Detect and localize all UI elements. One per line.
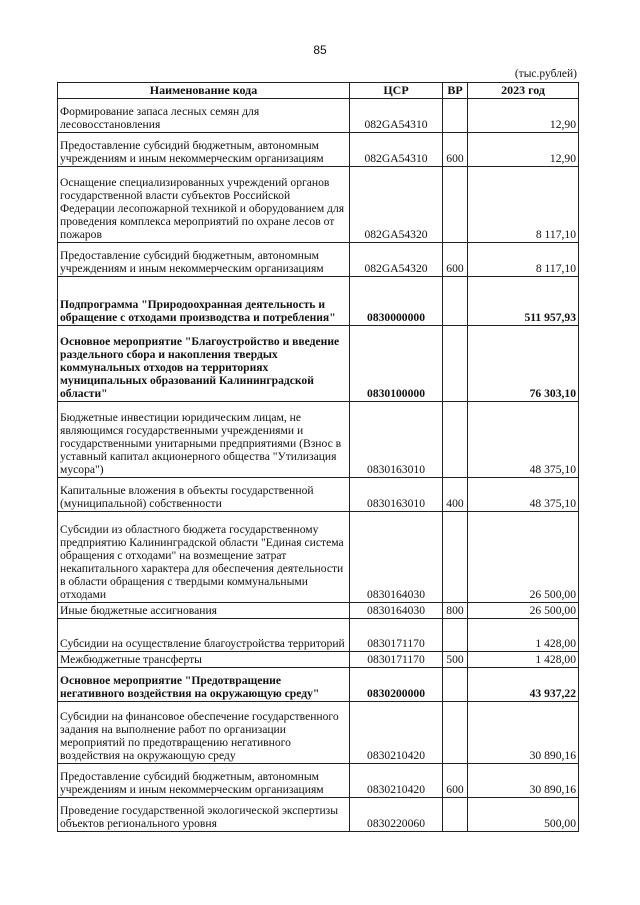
row-vr bbox=[443, 668, 468, 702]
row-csr: 0830200000 bbox=[350, 668, 443, 702]
row-csr: 0830210420 bbox=[350, 702, 443, 764]
row-name: Иные бюджетные ассигнования bbox=[58, 603, 350, 619]
row-csr: 082GA54310 bbox=[350, 99, 443, 133]
row-vr: 800 bbox=[443, 603, 468, 619]
row-vr: 600 bbox=[443, 133, 468, 167]
row-amount: 1 428,00 bbox=[468, 619, 579, 652]
row-vr bbox=[443, 512, 468, 603]
row-amount: 30 890,16 bbox=[468, 702, 579, 764]
table-row bbox=[58, 277, 579, 326]
row-amount: 48 375,10 bbox=[468, 478, 579, 512]
row-name: Предоставление субсидий бюджетным, автономным учреждениям и иным некоммерческим организациям bbox=[58, 133, 350, 167]
row-vr bbox=[443, 619, 468, 652]
row-name: Капитальные вложения в объекты государственной (муниципальной) собственности bbox=[58, 478, 350, 512]
row-name: Оснащение специализированных учреждений органов государственной власти субъектов Российской Федерации лесопожарной техникой и оборудованием для проведения комплекса мероприятий по охране лесов от пожаров bbox=[58, 167, 350, 243]
row-vr bbox=[443, 99, 468, 133]
row-name: Формирование запаса лесных семян для лесовосстановления bbox=[58, 99, 350, 133]
row-name: Субсидии на финансовое обеспечение государственного задания на выполнение работ по организации мероприятий по предотвращению негативного воздействия на окружающую среду bbox=[58, 702, 350, 764]
table-header-row bbox=[58, 83, 579, 99]
row-name: Межбюджетные трансферты bbox=[58, 652, 350, 668]
table-row bbox=[58, 167, 579, 243]
row-csr: 0830163010 bbox=[350, 478, 443, 512]
row-vr: 500 bbox=[443, 652, 468, 668]
row-csr: 0830220060 bbox=[350, 798, 443, 832]
row-amount: 12,90 bbox=[468, 99, 579, 133]
row-name: Предоставление субсидий бюджетным, автономным учреждениям и иным некоммерческим организациям bbox=[58, 243, 350, 277]
row-name: Бюджетные инвестиции юридическим лицам, не являющимся государственными учреждениями и государственными унитарными предприятиями (Взнос в уставный капитал акционерного общества "Утилизация мусора") bbox=[58, 402, 350, 478]
row-name: Субсидии из областного бюджета государственному предприятию Калининградской области "Единая система обращения с отходами" на возмещение затрат некапитального характера для обеспечения деятельности в области обращения с твердыми коммунальными отходами bbox=[58, 512, 350, 603]
header-vr: ВР bbox=[443, 83, 468, 99]
row-amount: 12,90 bbox=[468, 133, 579, 167]
table-row bbox=[58, 798, 579, 832]
row-csr: 0830164030 bbox=[350, 603, 443, 619]
row-amount: 43 937,22 bbox=[468, 668, 579, 702]
row-csr: 0830210420 bbox=[350, 764, 443, 798]
row-csr: 0830163010 bbox=[350, 402, 443, 478]
row-amount: 8 117,10 bbox=[468, 243, 579, 277]
units-label: (тыс.рублей) bbox=[514, 68, 577, 80]
row-vr bbox=[443, 402, 468, 478]
row-csr: 0830164030 bbox=[350, 512, 443, 603]
row-amount: 1 428,00 bbox=[468, 652, 579, 668]
table-row bbox=[58, 478, 579, 512]
row-csr: 082GA54320 bbox=[350, 243, 443, 277]
row-vr: 400 bbox=[443, 478, 468, 512]
header-name: Наименование кода bbox=[58, 83, 350, 99]
row-name: Субсидии на осуществление благоустройства территорий bbox=[58, 619, 350, 652]
table-row bbox=[58, 652, 579, 668]
row-csr: 082GA54320 bbox=[350, 167, 443, 243]
table-row bbox=[58, 402, 579, 478]
table-row bbox=[58, 619, 579, 652]
table-row bbox=[58, 668, 579, 702]
table-row bbox=[58, 243, 579, 277]
row-vr: 600 bbox=[443, 764, 468, 798]
row-vr: 600 bbox=[443, 243, 468, 277]
row-vr bbox=[443, 798, 468, 832]
table-row bbox=[58, 764, 579, 798]
row-amount: 30 890,16 bbox=[468, 764, 579, 798]
row-amount: 500,00 bbox=[468, 798, 579, 832]
row-amount: 76 303,10 bbox=[468, 326, 579, 402]
row-amount: 48 375,10 bbox=[468, 402, 579, 478]
row-csr: 0830000000 bbox=[350, 277, 443, 326]
table-row bbox=[58, 99, 579, 133]
header-amount: 2023 год bbox=[468, 83, 579, 99]
table-row bbox=[58, 133, 579, 167]
row-amount: 26 500,00 bbox=[468, 512, 579, 603]
row-name: Проведение государственной экологической экспертизы объектов регионального уровня bbox=[58, 798, 350, 832]
row-vr bbox=[443, 326, 468, 402]
row-csr: 0830100000 bbox=[350, 326, 443, 402]
budget-table bbox=[57, 82, 579, 832]
header-csr: ЦСР bbox=[350, 83, 443, 99]
row-vr bbox=[443, 277, 468, 326]
row-csr: 0830171170 bbox=[350, 652, 443, 668]
row-vr bbox=[443, 167, 468, 243]
row-name: Основное мероприятие "Предотвращение негативного воздействия на окружающую среду" bbox=[58, 668, 350, 702]
row-name: Подпрограмма "Природоохранная деятельность и обращение с отходами производства и потребления" bbox=[58, 277, 350, 326]
table-row bbox=[58, 702, 579, 764]
row-csr: 0830171170 bbox=[350, 619, 443, 652]
row-amount: 511 957,93 bbox=[468, 277, 579, 326]
table-row bbox=[58, 603, 579, 619]
row-amount: 8 117,10 bbox=[468, 167, 579, 243]
row-amount: 26 500,00 bbox=[468, 603, 579, 619]
table-row bbox=[58, 326, 579, 402]
row-csr: 082GA54310 bbox=[350, 133, 443, 167]
row-vr bbox=[443, 702, 468, 764]
row-name: Основное мероприятие "Благоустройство и введение раздельного сбора и накопления твердых коммунальных отходов на территориях муниципальных образований Калининградской области" bbox=[58, 326, 350, 402]
page-number: 85 bbox=[313, 43, 327, 57]
table-row bbox=[58, 512, 579, 603]
row-name: Предоставление субсидий бюджетным, автономным учреждениям и иным некоммерческим организациям bbox=[58, 764, 350, 798]
